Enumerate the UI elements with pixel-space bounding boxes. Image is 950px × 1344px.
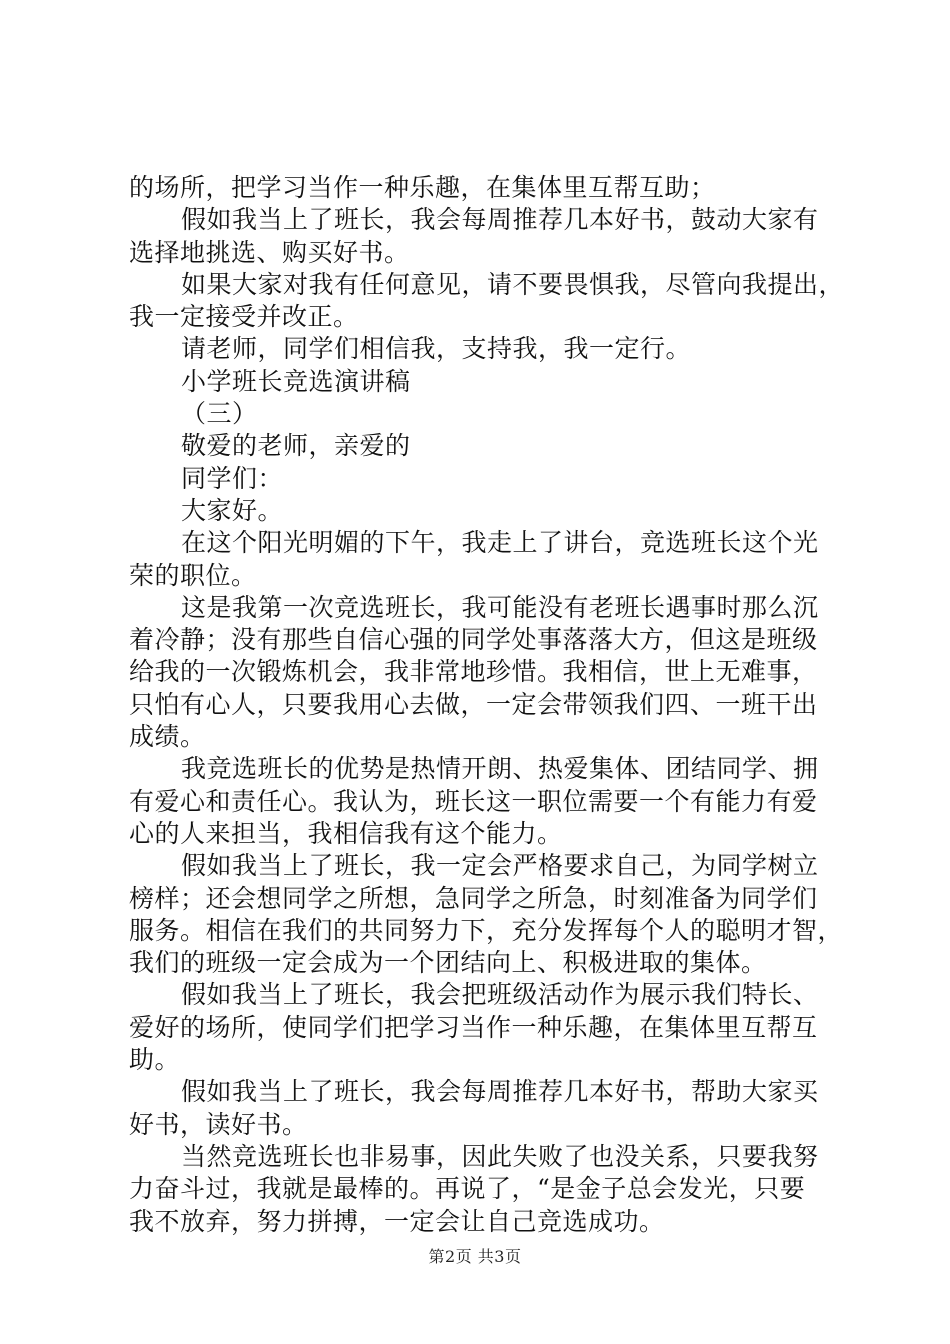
text-line: 助。 xyxy=(129,1045,181,1075)
text-line: 这是我第一次竞选班长，我可能没有老班长遇事时那么沉 xyxy=(181,592,819,622)
text-line: 假如我当上了班长，我一定会严格要求自己，为同学树立 xyxy=(181,851,819,881)
text-line: 好书，读好书。 xyxy=(129,1109,308,1139)
text-line: 大家好。 xyxy=(181,495,284,525)
text-line: 我不放弃，努力拼搏，一定会让自己竞选成功。 xyxy=(129,1206,665,1236)
text-line: （三） xyxy=(181,399,258,429)
text-line: 着冷静；没有那些自信心强的同学处事落落大方，但这是班级 xyxy=(129,625,818,655)
document-body xyxy=(129,172,845,1238)
text-line: 有爱心和责任心。我认为，班长这一职位需要一个有能力有爱 xyxy=(129,786,818,816)
text-line: 榜样；还会想同学之所想，急同学之所急，时刻准备为同学们 xyxy=(129,883,818,913)
text-line: 服务。相信在我们的共同努力下，充分发挥每个人的聪明才智， xyxy=(129,915,844,945)
text-line: 我竞选班长的优势是热情开朗、热爱集体、团结同学、拥 xyxy=(181,754,819,784)
text-line: 心的人来担当，我相信我有这个能力。 xyxy=(129,818,563,848)
text-line: 的场所，把学习当作一种乐趣，在集体里互帮互助； xyxy=(129,173,716,202)
text-line: 假如我当上了班长，我会把班级活动作为展示我们特长、 xyxy=(181,980,819,1010)
text-line: 假如我当上了班长，我会每周推荐几本好书，鼓动大家有 xyxy=(181,205,819,235)
text-line: 成绩。 xyxy=(129,722,206,752)
text-line: 同学们： xyxy=(181,463,284,493)
page-number-footer: 第2页 共3页 xyxy=(428,1247,522,1266)
text-line: 小学班长竞选演讲稿 xyxy=(181,366,411,396)
text-line: 敬爱的老师，亲爱的 xyxy=(181,431,411,461)
text-line: 在这个阳光明媚的下午，我走上了讲台，竞选班长这个光 xyxy=(181,528,819,558)
text-line: 力奋斗过，我就是最棒的。再说了，“是金子总会发光，只要 xyxy=(129,1174,806,1204)
text-line: 只怕有心人，只要我用心去做，一定会带领我们四、一班干出 xyxy=(129,689,818,719)
text-line: 荣的职位。 xyxy=(129,560,257,590)
text-line: 爱好的场所，使同学们把学习当作一种乐趣，在集体里互帮互 xyxy=(129,1012,818,1042)
text-line: 当然竞选班长也非易事，因此失败了也没关系，只要我努 xyxy=(181,1141,819,1171)
text-line: 请老师，同学们相信我，支持我，我一定行。 xyxy=(181,334,692,364)
text-line: 我们的班级一定会成为一个团结向上、积极进取的集体。 xyxy=(129,948,767,978)
text-line: 如果大家对我有任何意见，请不要畏惧我，尽管向我提出， xyxy=(181,269,845,299)
text-line: 选择地挑选、购买好书。 xyxy=(129,237,410,267)
text-line: 给我的一次锻炼机会，我非常地珍惜。我相信，世上无难事， xyxy=(129,657,818,687)
text-line: 假如我当上了班长，我会每周推荐几本好书，帮助大家买 xyxy=(181,1077,819,1107)
text-line: 我一定接受并改正。 xyxy=(129,302,359,332)
